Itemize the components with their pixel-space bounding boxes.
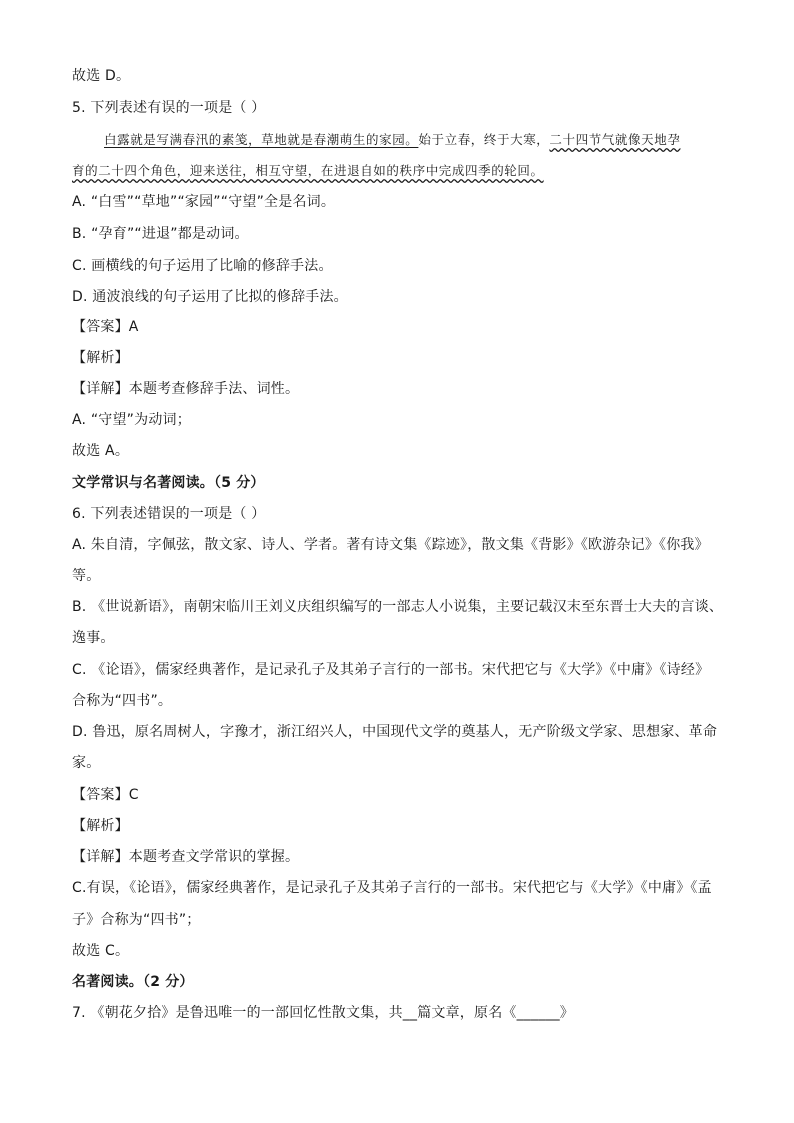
option-a: A. 朱自清，字佩弦，散文家、诗人、学者。著有诗文集《踪迹》，散文集《背影》《欧游杂记》《你我》 <box>72 537 709 553</box>
option-b-cont: 逸事。 <box>72 630 115 646</box>
option-c: C. 《论语》，儒家经典著作，是记录孔子及其弟子言行的一部书。宋代把它与《大学》《中庸》《诗经》 <box>72 662 710 678</box>
option-d-cont: 家。 <box>72 755 101 771</box>
explanation-line: A. “守望”为动词； <box>72 412 191 428</box>
detail-explanation: 【详解】本题考查修辞手法、词性。 <box>72 381 300 397</box>
option-d: D. 鲁迅，原名周树人，字豫才，浙江绍兴人，中国现代文学的奠基人，无产阶级文学家、思想家、革命 <box>72 724 718 740</box>
text-line: 故选 C。 <box>72 943 130 959</box>
question-6-stem: 6. 下列表述错误的一项是（ ） <box>72 506 266 522</box>
section-heading: 文学常识与名著阅读。（5 分） <box>72 475 265 491</box>
explanation-line-cont: 子》合称为“四书”； <box>72 912 201 928</box>
passage-text: 始于立春，终于大寒， <box>418 132 550 147</box>
passage-line-1 <box>104 130 680 150</box>
straight-underlined-sentence: 白露就是写满春汛的素笺，草地就是春潮萌生的家园。 <box>104 132 419 147</box>
wavy-underlined-sentence-end: 迎来送往，相互守望，在进退自如的秩序中完成四季的轮回。 <box>189 163 544 178</box>
question-7-stem: 7. 《朝花夕拾》是鲁迅唯一的一部回忆性散文集，共__篇文章，原名《______》 <box>72 1005 575 1021</box>
option-b: B. 《世说新语》，南朝宋临川王刘义庆组织编写的一部志人小说集，主要记载汉末至东晋士大夫的言谈、 <box>72 599 724 615</box>
answer-label: 【答案】A <box>72 319 139 335</box>
section-heading: 名著阅读。（2 分） <box>72 974 194 990</box>
option-c: C. 画横线的句子运用了比喻的修辞手法。 <box>72 258 333 274</box>
option-a: A. “白雪”“草地”“家园”“守望”全是名词。 <box>72 194 336 210</box>
passage-line-2 <box>72 161 544 181</box>
question-5-stem: 5. 下列表述有误的一项是（ ） <box>72 100 266 116</box>
text-line: 故选 A。 <box>72 443 130 459</box>
option-c-cont: 合称为“四书”。 <box>72 693 173 709</box>
wavy-underlined-sentence: 二十四节气就像天地孕 <box>549 132 681 147</box>
detail-explanation: 【详解】本题考查文学常识的掌握。 <box>72 849 300 865</box>
option-b: B. “孕育”“进退”都是动词。 <box>72 226 249 242</box>
option-a-cont: 等。 <box>72 568 101 584</box>
wavy-underlined-sentence-cont: 育的二十四个角色， <box>72 163 190 178</box>
analysis-label: 【解析】 <box>72 818 129 834</box>
answer-label: 【答案】C <box>72 787 139 803</box>
text-line: 故选 D。 <box>72 68 131 84</box>
analysis-label: 【解析】 <box>72 350 129 366</box>
explanation-line: C.有误，《论语》，儒家经典著作，是记录孔子及其弟子言行的一部书。宋代把它与《大学》《中庸》《孟 <box>72 880 712 896</box>
option-d: D. 通波浪线的句子运用了比拟的修辞手法。 <box>72 289 348 305</box>
